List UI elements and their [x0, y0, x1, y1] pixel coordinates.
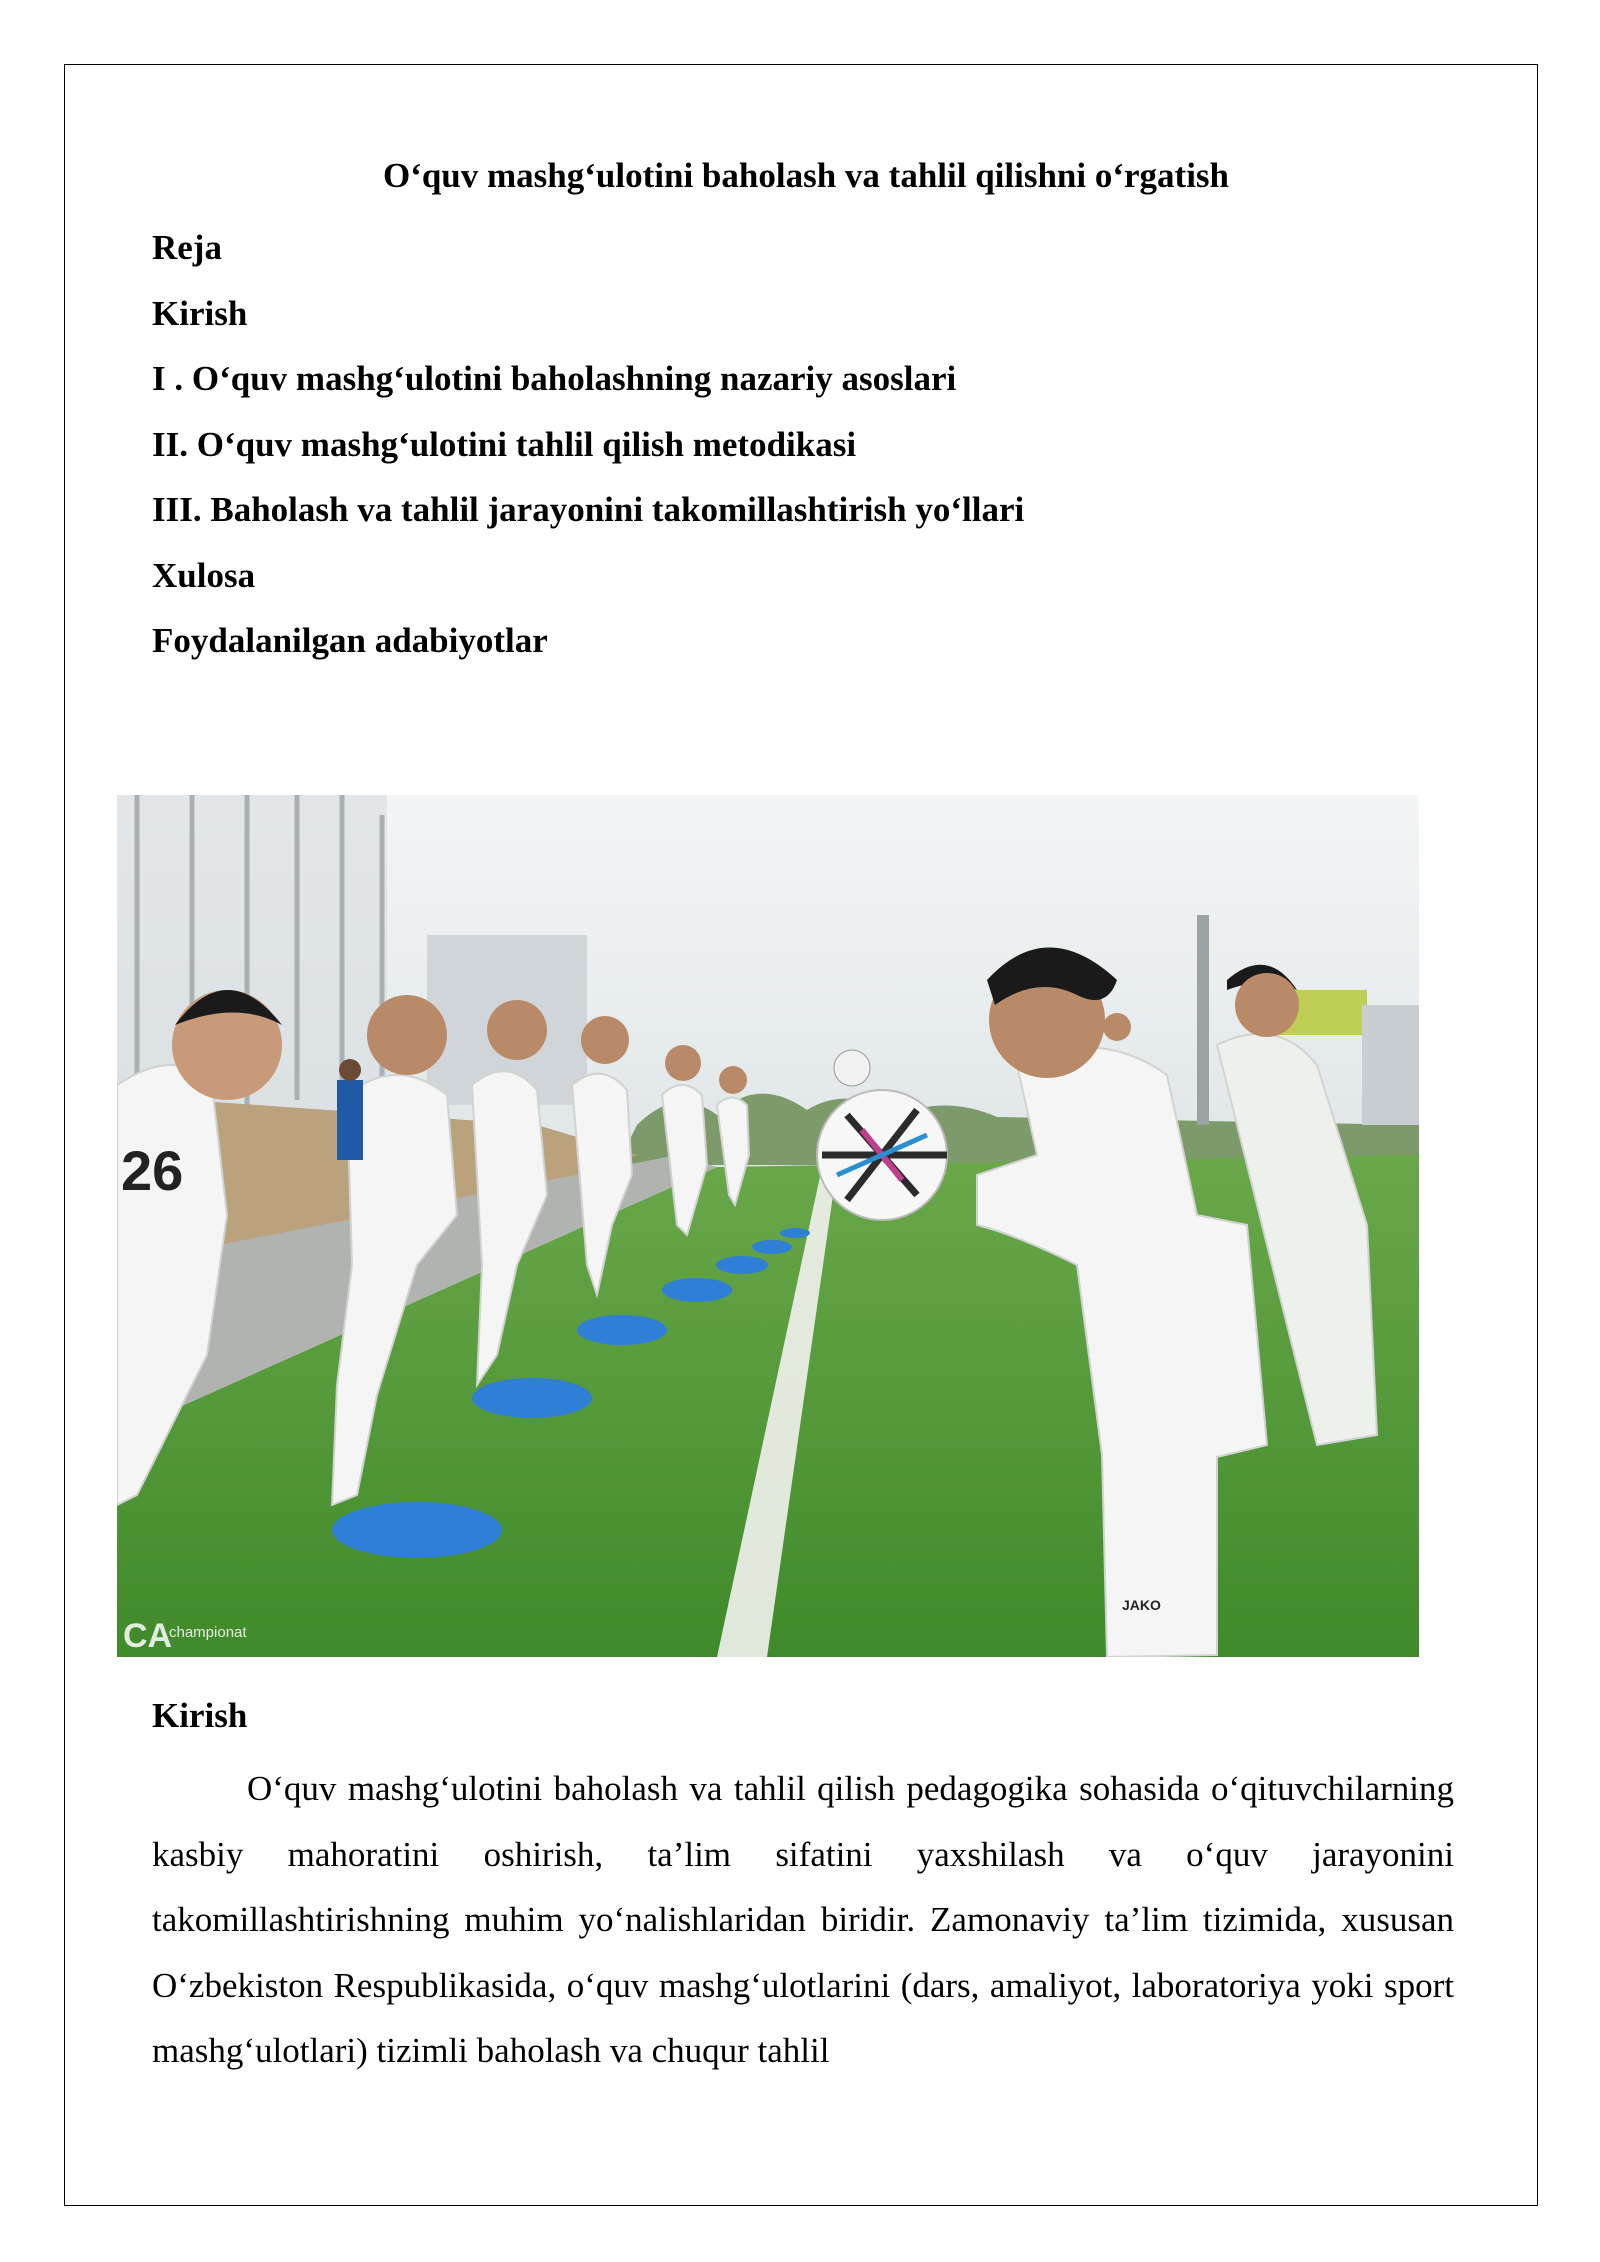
svg-text:CA: CA: [123, 1617, 173, 1655]
toc-item-section-2: II. O‘quv mashg‘ulotini tahlil qilish metodikasi: [152, 424, 857, 464]
svg-text:championat: championat: [169, 1624, 247, 1641]
football: [817, 1090, 947, 1220]
football-training-photo: [117, 795, 1419, 1657]
document-title: O‘quv mashg‘ulotini baholash va tahlil qilishni o‘rgatish: [382, 156, 1230, 195]
toc-item-section-1: I . O‘quv mashg‘ulotini baholashning nazariy asoslari: [152, 359, 957, 398]
shorts-brand: JAKO: [1122, 1597, 1161, 1613]
toc-item-reja: Reja: [152, 228, 222, 267]
toc-item-references: Foydalanilgan adabiyotlar: [152, 621, 548, 660]
jersey-number: 26: [121, 1139, 184, 1202]
intro-paragraph: O‘quv mashg‘ulotini baholash va tahlil qilish pedagogika sohasida o‘qituvchilarning kasbiy mahoratini oshirish, ta’lim sifatini yaxshilash va o‘quv jarayonini takomillashtirishning muhim yo‘nalishlaridan biridir. Zamonaviy ta’lim tizimida, xususan O‘zbekiston Respublikasida, o‘quv mashg‘ulotlarini (dars, amaliyot, laboratoriya yoki sport mashg‘ulotlari) tizimli baholash va chuqur tahlil: [152, 1769, 1454, 2070]
toc-item-kirish: Kirish: [152, 293, 248, 333]
toc-item-section-3: III. Baholash va tahlil jarayonini takomillashtirish yo‘llari: [152, 490, 1025, 529]
section-heading-kirish: Kirish: [152, 1696, 248, 1735]
toc-item-xulosa: Xulosa: [152, 555, 256, 595]
table-of-contents: [152, 215, 1024, 674]
